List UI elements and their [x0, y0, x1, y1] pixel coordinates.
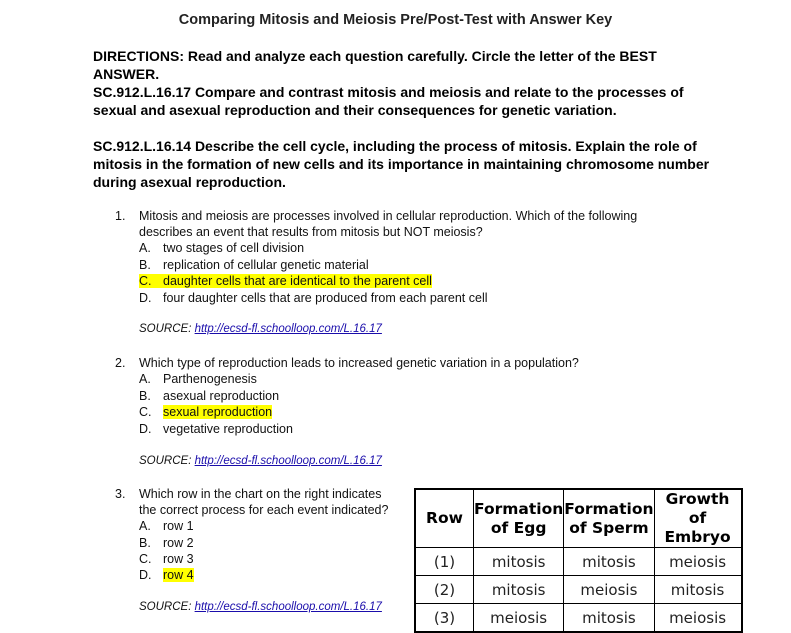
column-header-formation-of-egg: Formation of Egg [474, 489, 564, 548]
table-cell: (3) [415, 604, 474, 633]
table-cell: meiosis [474, 604, 564, 633]
table-cell: (2) [415, 576, 474, 604]
standard-sc-912-l-16-14: SC.912.L.16.14 Describe the cell cycle, including the process of mitosis. Explain the role of mitosis in the formation of new cells and its importance in maintaining chromosome number during asexual reproduction. [93, 138, 710, 190]
option-b[interactable]: B. asexual reproduction [139, 389, 280, 403]
question-number: 3. [115, 487, 126, 501]
option-d[interactable]: D. four daughter cells that are produced from each parent cell [139, 291, 488, 305]
table-cell: meiosis [654, 548, 742, 576]
table-row [415, 576, 742, 604]
directions: DIRECTIONS: Read and analyze each question carefully. Circle the letter of the BEST ANSWER. [93, 48, 657, 82]
source-link[interactable]: http://ecsd-fl.schoolloop.com/L.16.17 [194, 455, 382, 467]
standard-sc-912-l-16-17: SC.912.L.16.17 Compare and contrast mitosis and meiosis and relate to the processes of sexual and asexual reproduction and their consequences for genetic variation. [93, 84, 684, 118]
option-d-answer[interactable]: D. row 4 [139, 568, 194, 582]
option-a[interactable]: A. row 1 [139, 519, 194, 533]
option-c-answer[interactable]: C. daughter cells that are identical to the parent cell [139, 274, 432, 288]
table-row [415, 548, 742, 576]
source-citation: SOURCE: http://ecsd-fl.schoolloop.com/L.16.17 [139, 455, 382, 467]
table-row [415, 604, 742, 633]
option-a[interactable]: A. Parthenogenesis [139, 372, 257, 386]
source-link[interactable]: http://ecsd-fl.schoolloop.com/L.16.17 [194, 323, 382, 335]
process-chart-table [414, 488, 743, 633]
table-header-row [415, 489, 742, 548]
question-stem: Which type of reproduction leads to increased genetic variation in a population? [139, 356, 579, 370]
document-title: Comparing Mitosis and Meiosis Pre/Post-Test with Answer Key [178, 12, 613, 28]
option-c[interactable]: C. row 3 [139, 552, 194, 566]
table-cell: meiosis [564, 576, 654, 604]
option-b[interactable]: B. row 2 [139, 536, 194, 550]
source-citation: SOURCE: http://ecsd-fl.schoolloop.com/L.16.17 [139, 323, 382, 335]
table-cell: meiosis [654, 604, 742, 633]
column-header-formation-of-sperm: Formation of Sperm [564, 489, 654, 548]
column-header-row: Row [415, 489, 474, 548]
question-number: 2. [115, 356, 126, 370]
column-header-growth-of-embryo: Growth of Embryo [654, 489, 742, 548]
option-b[interactable]: B. replication of cellular genetic material [139, 258, 369, 272]
table-cell: mitosis [474, 576, 564, 604]
table-cell: mitosis [564, 548, 654, 576]
table-cell: mitosis [654, 576, 742, 604]
option-a[interactable]: A. two stages of cell division [139, 241, 305, 255]
source-link[interactable]: http://ecsd-fl.schoolloop.com/L.16.17 [194, 601, 382, 613]
table-cell: mitosis [564, 604, 654, 633]
option-c-answer[interactable]: C. sexual reproduction [139, 405, 273, 419]
source-citation: SOURCE: http://ecsd-fl.schoolloop.com/L.16.17 [139, 601, 382, 613]
question-stem: Which row in the chart on the right indicates the correct process for each event indicated? [139, 487, 389, 518]
table-cell: mitosis [474, 548, 564, 576]
question-stem: Mitosis and meiosis are processes involved in cellular reproduction. Which of the following describes an event that results from mitosis but NOT meiosis? [139, 209, 638, 240]
table-cell: (1) [415, 548, 474, 576]
question-number: 1. [115, 209, 126, 223]
option-d[interactable]: D. vegetative reproduction [139, 422, 293, 436]
